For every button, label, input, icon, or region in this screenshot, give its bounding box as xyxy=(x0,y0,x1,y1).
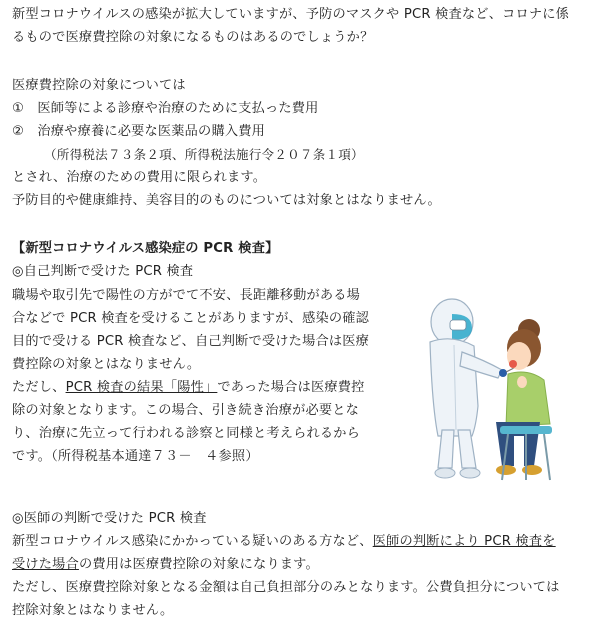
self-para-line-2: 合などで PCR 検査を受けることがありますが、感染の確認 xyxy=(12,311,370,326)
doctor-judgment-heading: ◎医師の判断で受けた PCR 検査 xyxy=(12,511,207,526)
doctor-para-line-1 xyxy=(12,533,556,551)
self-para-line-5 xyxy=(12,379,365,397)
doctor-para-line-1-prefix: 新型コロナウイルス感染にかかっている疑いのある方など、 xyxy=(12,534,373,549)
positive-result-underline: PCR 検査の結果「陽性」 xyxy=(65,380,218,395)
intro-line-2: るもので医療費控除の対象になるものはあるのでしょうか？ xyxy=(12,30,374,45)
scope-item-1: ① 医師等による診療や治療のために支払った費用 xyxy=(12,101,319,116)
self-para-line-3: 目的で受ける PCR 検査など、自己判断で受けた場合は医療 xyxy=(12,334,370,349)
pcr-test-illustration xyxy=(400,290,560,485)
scope-item-2: ② 治療や療養に必要な医薬品の購入費用 xyxy=(12,124,265,139)
doctor-para-line-2-suffix: の費用は医療費控除の対象になります。 xyxy=(78,557,319,572)
pcr-section-title: 【新型コロナウイルス感染症の PCR 検査】 xyxy=(12,241,279,256)
scope-exclude: 予防目的や健康維持、美容目的のものについては対象とはなりません。 xyxy=(12,193,441,208)
intro-line-1: 新型コロナウイルスの感染が拡大していますが、予防のマスクや PCR 検査など、コロナに係 xyxy=(12,7,570,22)
self-para-line-5-prefix: ただし、 xyxy=(12,380,66,395)
scope-heading: 医療費控除の対象については xyxy=(12,78,186,93)
self-para-line-1: 職場や取引先で陽性の方がでて不安、長距離移動がある場 xyxy=(12,288,361,303)
scope-law-reference: （所得税法７３条２項、所得税法施行令２０７条１項） xyxy=(44,147,364,162)
self-para-line-5-suffix: であった場合は医療費控 xyxy=(217,380,365,395)
doctor-para-line-2 xyxy=(12,556,319,574)
doctor-para-line-4: 控除対象とはなりません。 xyxy=(12,603,174,618)
self-judgment-heading: ◎自己判断で受けた PCR 検査 xyxy=(12,264,194,279)
scope-limit: とされ、治療のための費用に限られます。 xyxy=(12,170,267,185)
self-para-line-7: り、治療に先立って行われる診察と同様と考えられるから xyxy=(12,426,361,441)
self-para-line-6: 除の対象となります。この場合、引き続き治療が必要とな xyxy=(12,403,360,418)
doctor-para-line-3: ただし、医療費控除対象となる金額は自己負担部分のみとなります。公費負担分については xyxy=(12,580,560,595)
doctor-judgment-underline-1: 医師の判断により PCR 検査を xyxy=(372,534,556,549)
patient-figure xyxy=(496,319,550,475)
doctor-judgment-underline-2: 受けた場合 xyxy=(12,557,79,572)
self-para-line-8: です。（所得税基本通達７３－ ４参照） xyxy=(12,449,259,464)
self-para-line-4: 費控除の対象とはなりません。 xyxy=(12,357,201,372)
